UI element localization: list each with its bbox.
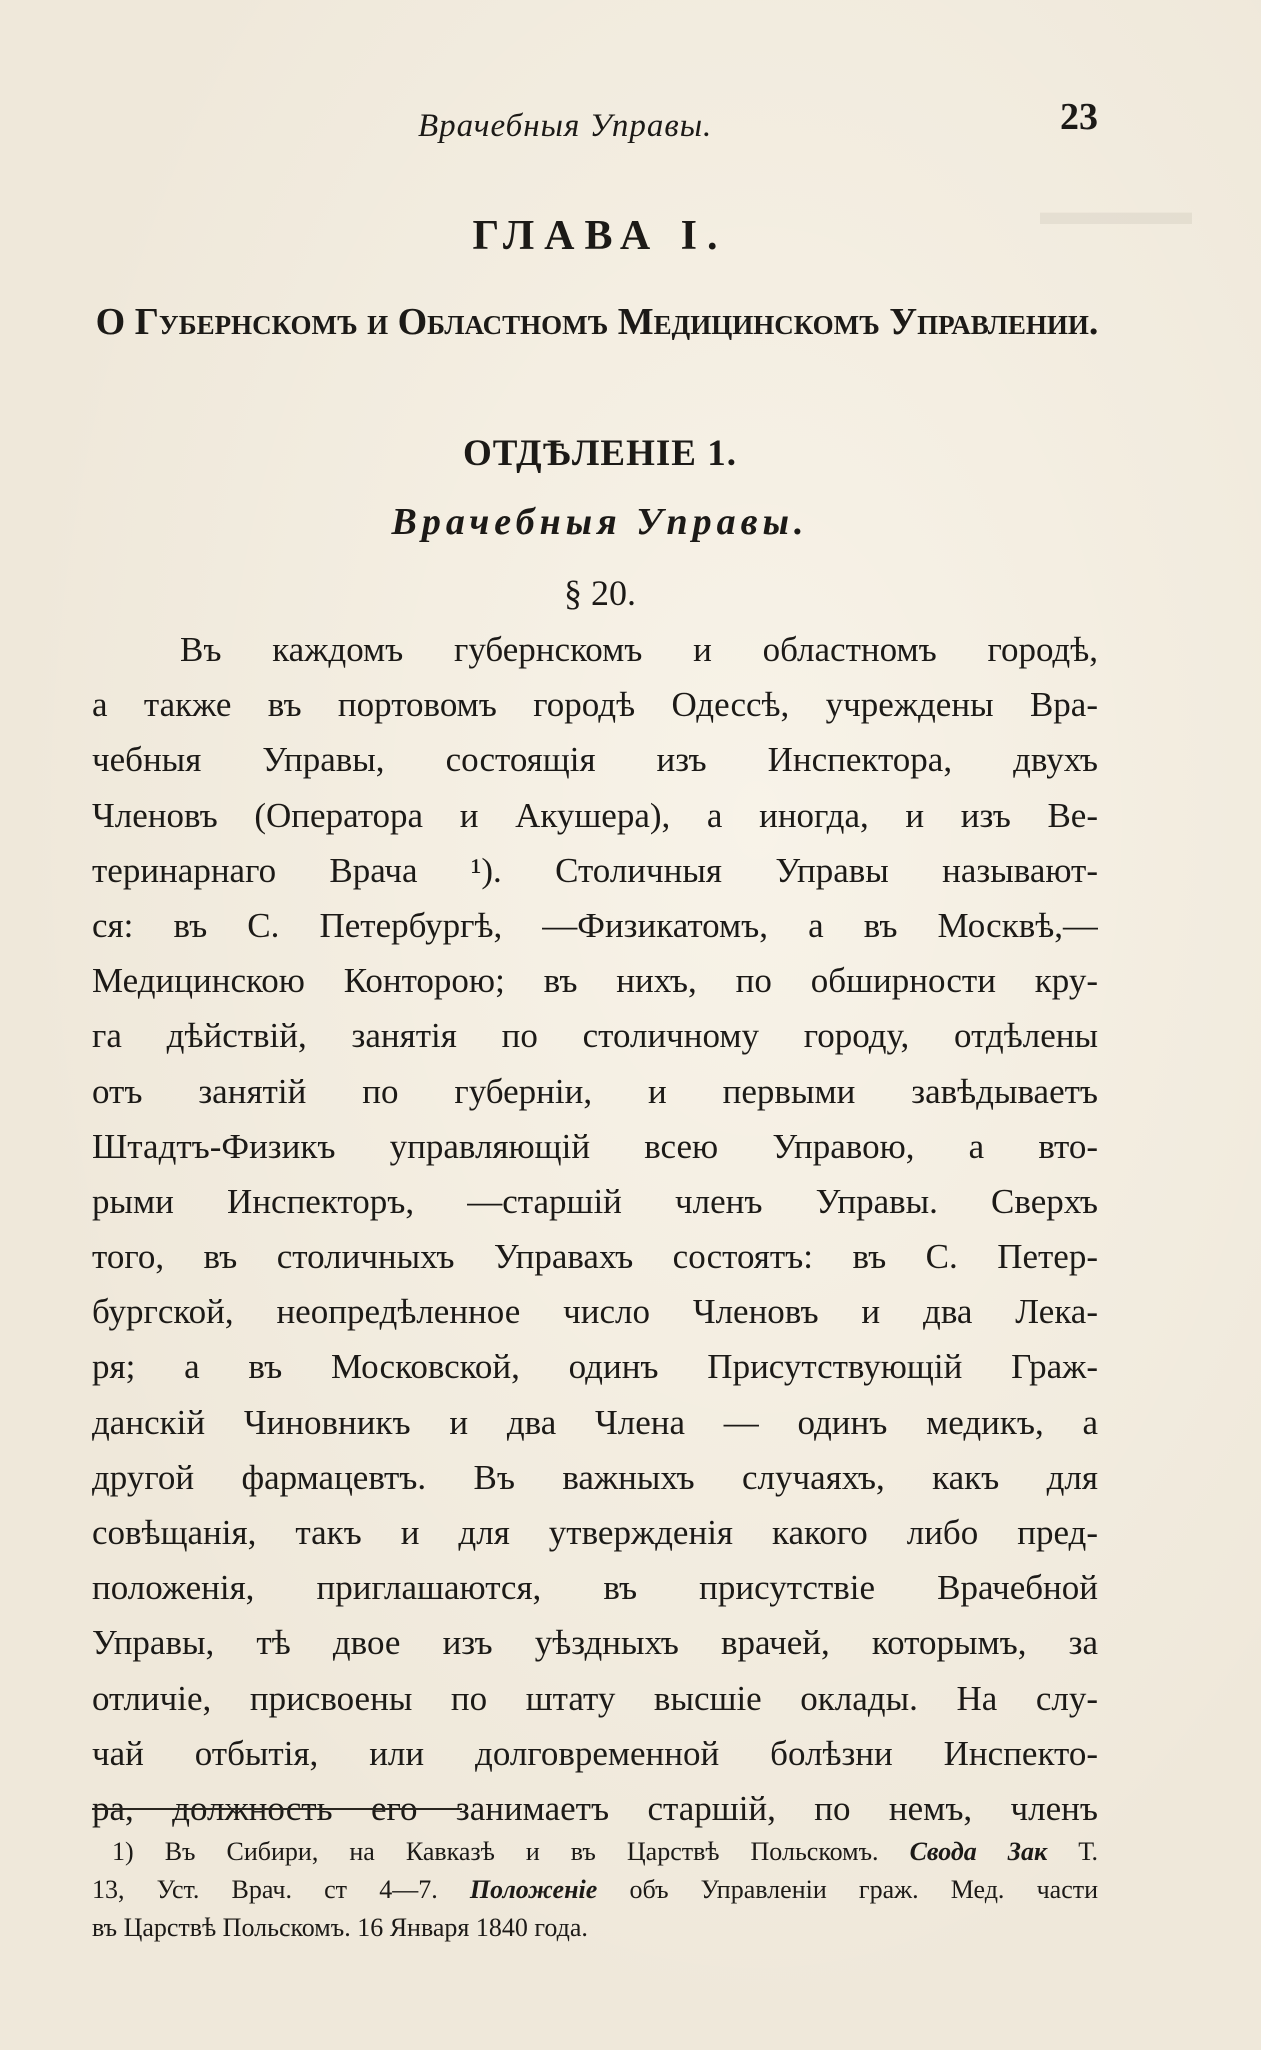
page-number: 23 <box>1060 96 1098 138</box>
body-line: Членовъ (Оператора и Акушера), а иногда, и изъ Ве- <box>92 795 1098 835</box>
body-line: Въ каждомъ губернскомъ и областномъ городѣ, <box>180 630 1098 669</box>
footnote-line <box>92 1871 1098 1909</box>
body-line: Медицинскою Конторою; въ нихъ, по обширности кру- <box>92 961 1098 1001</box>
footnote <box>92 1833 1098 1947</box>
section-subtitle: Врачебныя Управы. <box>391 501 809 543</box>
body-line: отъ занятій по губерніи, и первыми завѣдываетъ <box>92 1071 1098 1111</box>
paragraph-number: § 20. <box>564 573 636 613</box>
body-line: Штадтъ-Физикъ управляющій всею Управою, а вто- <box>92 1126 1098 1166</box>
footnote-line: въ Царствѣ Польскомъ. 16 Января 1840 года. <box>92 1913 588 1942</box>
body-line: чебныя Управы, состоящія изъ Инспектора, двухъ <box>92 740 1098 780</box>
body-line: данскій Чиновникъ и два Члена — одинъ медикъ, а <box>92 1402 1098 1442</box>
body-line: ся: въ С. Петербургѣ, —Физикатомъ, а въ Москвѣ,— <box>92 905 1098 945</box>
chapter-subtitle: О Губернскомъ и Областномъ Медицинскомъ Управлении. <box>95 301 1099 343</box>
body-line: совѣщанія, такъ и для утвержденія какого либо пред- <box>92 1513 1098 1552</box>
running-head: Врачебныя Управы. <box>418 108 713 144</box>
footnote-citation: Свода Зак <box>909 1837 1048 1866</box>
body-line: того, въ столичныхъ Управахъ состоятъ: въ С. Петер- <box>92 1237 1098 1277</box>
footnote-citation: Положеніе <box>469 1875 598 1904</box>
bleed-through: ▬▬▬▬ <box>1040 191 1192 233</box>
section-title: ОТДѢЛЕНІЕ 1. <box>463 433 737 474</box>
chapter-title: ГЛАВА I. <box>472 213 728 259</box>
body-line: рыми Инспекторъ, —старшій членъ Управы. Сверхъ <box>92 1181 1098 1221</box>
body-text <box>92 622 1098 1836</box>
body-line: отличіе, присвоены по штату высшіе оклады. На слу- <box>92 1678 1098 1718</box>
body-line: га дѣйствій, занятія по столичному городу, отдѣлены <box>92 1016 1098 1056</box>
footnote-text: объ Управленіи граж. Мед. части <box>629 1875 1098 1904</box>
footnote-line <box>92 1833 1098 1871</box>
body-line: а также въ портовомъ городѣ Одессѣ, учреждены Вра- <box>92 685 1098 725</box>
footnote-text: 13, Уст. Врач. ст 4—7. <box>92 1875 438 1904</box>
body-line: положенія, приглашаются, въ присутствіе Врачебной <box>92 1568 1098 1608</box>
body-line: ра, должность его занимаетъ старшій, по немъ, членъ <box>92 1788 1098 1828</box>
footnote-text: 1) Въ Сибири, на Кавказѣ и въ Царствѣ Польскомъ. <box>112 1837 879 1866</box>
body-line: теринарнаго Врача ¹). Столичныя Управы называют- <box>92 850 1098 890</box>
footnote-text: Т. <box>1078 1837 1098 1866</box>
body-line: Управы, тѣ двое изъ уѣздныхъ врачей, которымъ, за <box>92 1623 1098 1663</box>
body-line: ря; а въ Московской, одинъ Присутствующій Граж- <box>92 1347 1098 1387</box>
body-line: другой фармацевтъ. Въ важныхъ случаяхъ, какъ для <box>92 1457 1098 1497</box>
body-line: бургской, неопредѣленное число Членовъ и два Лека- <box>92 1292 1098 1332</box>
footnote-divider <box>92 1808 462 1810</box>
body-line: чай отбытія, или долговременной болѣзни Инспекто- <box>92 1733 1098 1773</box>
